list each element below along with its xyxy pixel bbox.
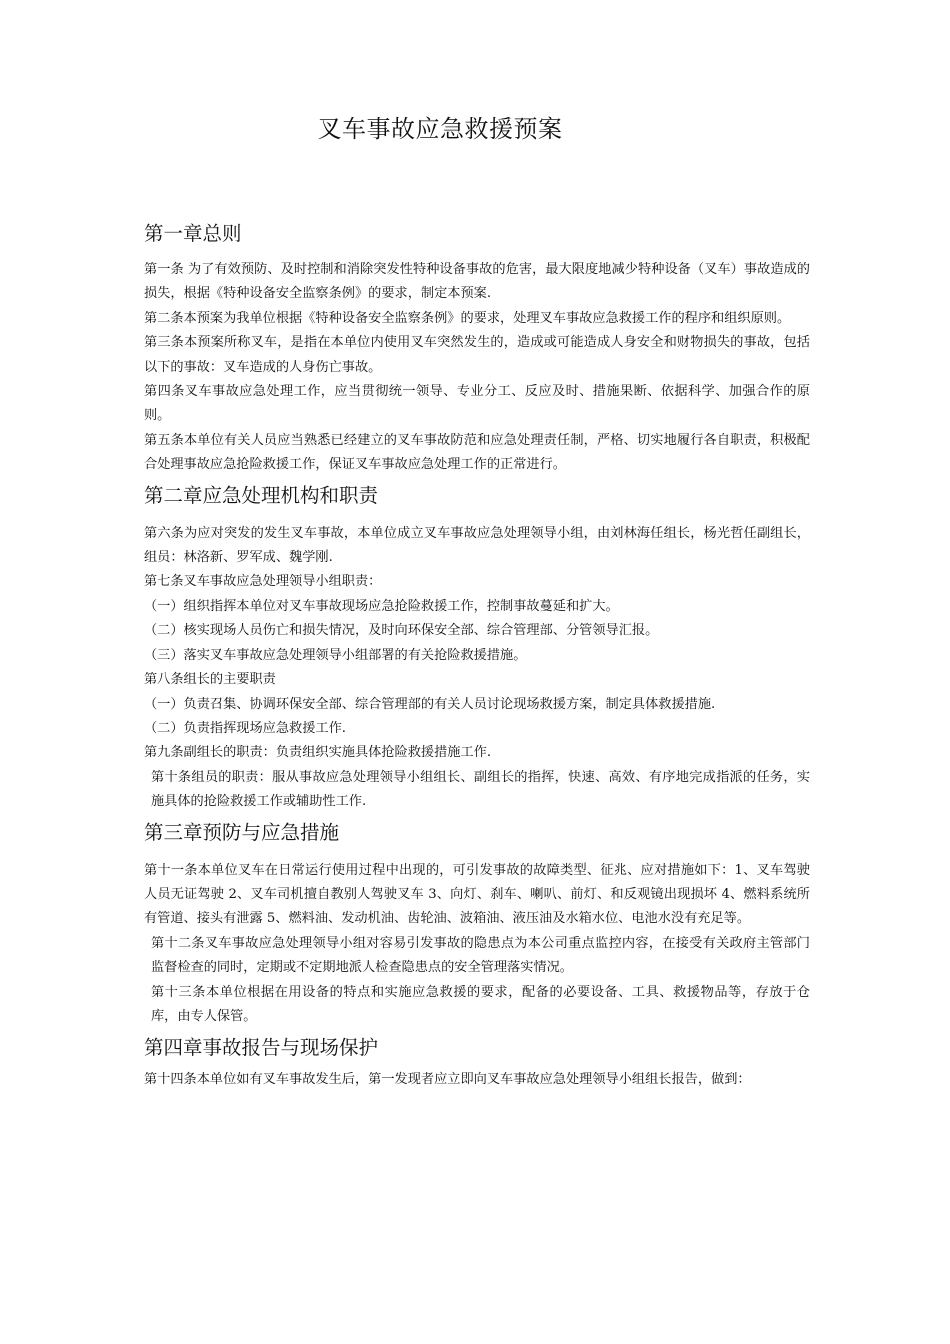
article-7-item-1: （一）组织指挥本单位对叉车事故现场应急抢险救援工作，控制事故蔓延和扩大。 — [144, 598, 619, 614]
article-8: 第八条组长的主要职责 — [144, 672, 276, 688]
article-14: 第十四条本单位如有叉车事故发生后，第一发现者应立即向叉车事故应急处理领导小组组长报告，做到： — [144, 1072, 751, 1088]
article-9: 第九条副组长的职责：负责组织实施具体抢险救援措施工作. — [144, 745, 492, 761]
article-3: 第三条本预案所称叉车，是指在本单位内使用叉车突然发生的，造成或可能造成人身安全和财物损失的事故，包括以下的事故：叉车造成的人身伤亡事故。 — [144, 335, 810, 375]
article-1: 第一条 为了有效预防、及时控制和消除突发性特种设备事故的危害，最大限度地减少特种设备（叉车）事故造成的损失，根据《特种设备安全监察条例》的要求，制定本预案. — [144, 262, 810, 302]
article-7-item-3: （三）落实叉车事故应急处理领导小组部署的有关抢险救援措施。 — [144, 647, 527, 663]
article-6: 第六条为应对突发的发生叉车事故，本单位成立叉车事故应急处理领导小组，由刘林海任组长，杨光哲任副组长，组员：林洛新、罗军成、魏学刚. — [144, 525, 810, 566]
article-13: 第十三条本单位根据在用设备的特点和实施应急救援的要求，配备的必要设备、工具、救援物品等，存放于仓库，由专人保管。 — [151, 984, 810, 1024]
article-2: 第二条本预案为我单位根据《特种设备安全监察条例》的要求，处理叉车事故应急救援工作的程序和组织原则。 — [144, 310, 791, 326]
article-10: 第十条组员的职责：服从事故应急处理领导小组组长、副组长的指挥，快速、高效、有序地完成指派的任务，实施具体的抢险救援工作或辅助性工作. — [151, 769, 810, 810]
article-5: 第五条本单位有关人员应当熟悉已经建立的叉车事故防范和应急处理责任制，严格、切实地履行各自职责，积极配合处理事故应急抢险救援工作，保证叉车事故应急处理工作的正常进行。 — [144, 432, 810, 473]
chapter-4-heading: 第四章事故报告与现场保护 — [144, 1036, 379, 1060]
article-11: 第十一条本单位叉车在日常运行使用过程中出现的，可引发事故的故障类型、征兆、应对措施如下：1、叉车驾驶人员无证驾驶 2、叉车司机擅自教别人驾驶叉车 3、向灯、刹车、喇叭、前灯、和反观镜出现损坏 4、燃料系统所有管道、接头有泄露 5、燃料油、发动机油、齿轮油、波箱油、液压油及水箱水位、电池水没有充足等。 — [144, 862, 810, 927]
document-title: 叉车事故应急救援预案 — [317, 115, 563, 143]
chapter-2-heading: 第二章应急处理机构和职责 — [144, 483, 379, 507]
article-7: 第七条叉车事故应急处理领导小组职责： — [144, 574, 382, 590]
document-body — [144, 218, 810, 1093]
article-12: 第十二条叉车事故应急处理领导小组对容易引发事故的隐患点为本公司重点监控内容，在接受有关政府主管部门监督检查的同时，定期或不定期地派人检查隐患点的安全管理落实情况。 — [151, 935, 810, 976]
article-7-item-2: （二）核实现场人员伤亡和损失情况，及时向环保安全部、综合管理部、分管领导汇报。 — [144, 623, 659, 639]
article-8-item-1: （一）负责召集、协调环保安全部、综合管理部的有关人员讨论现场救援方案，制定具体救援措施. — [144, 696, 716, 712]
article-8-item-2: （二）负责指挥现场应急救援工作. — [144, 720, 347, 736]
chapter-3-heading: 第三章预防与应急措施 — [144, 820, 340, 844]
chapter-1-heading: 第一章总则 — [144, 222, 242, 245]
article-4: 第四条叉车事故应急处理工作，应当贯彻统一领导、专业分工、反应及时、措施果断、依据科学、加强合作的原则。 — [144, 384, 810, 424]
